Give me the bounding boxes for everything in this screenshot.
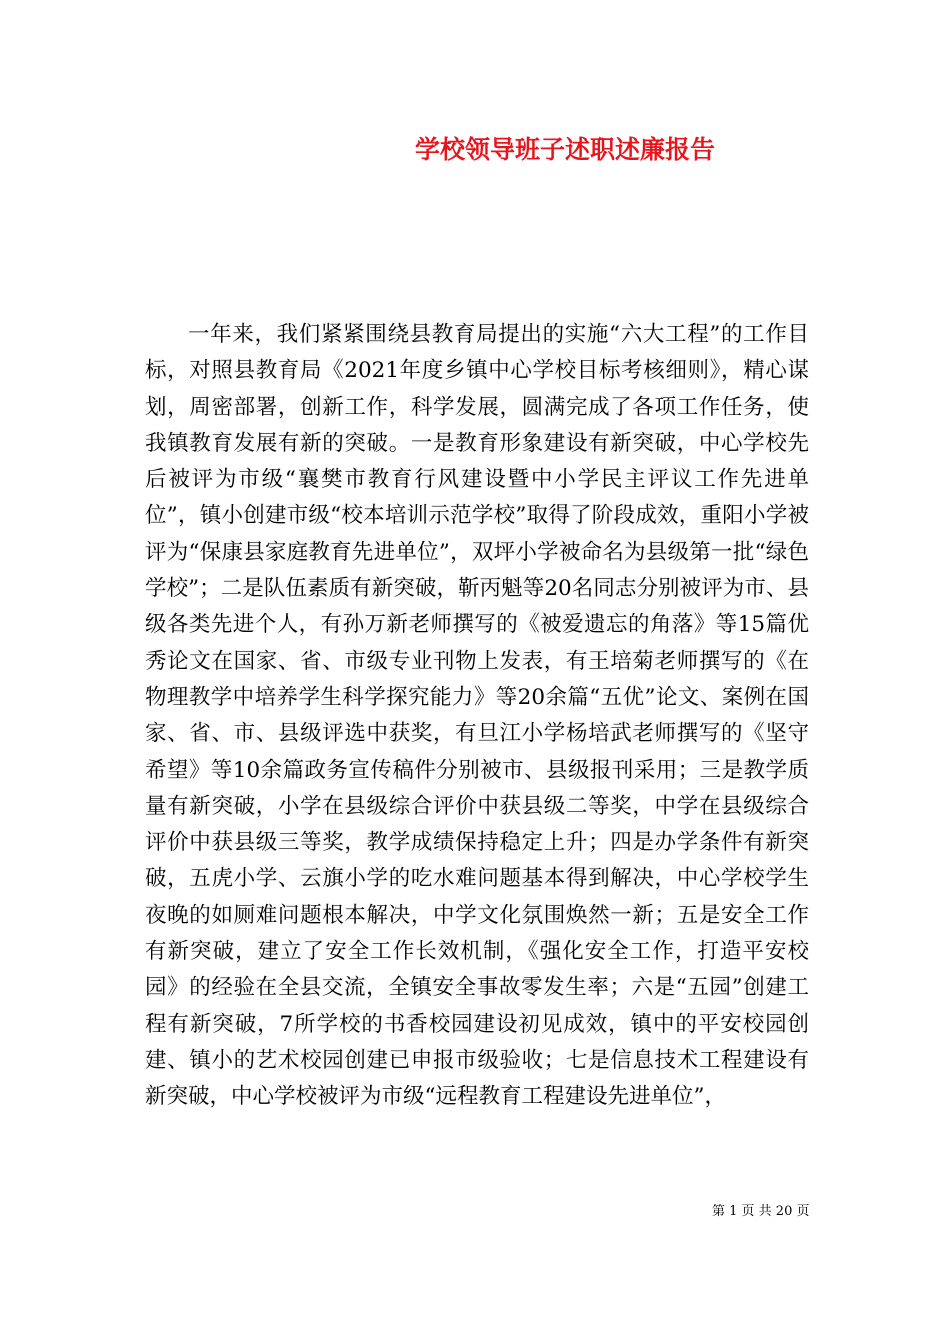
- document-title: 学校领导班子述职述廉报告: [415, 135, 716, 164]
- body-paragraph: 一年来，我们紧紧围绕县教育局提出的实施“六大工程”的工作目标，对照县教育局《2021年度乡镇中心学校目标考核细则》，精心谋划，周密部署，创新工作，科学发展，圆满完成了各项工作任务，使我镇教育发展有新的突破。一是教育形象建设有新突破，中心学校先后被评为市级“襄樊市教育行风建设暨中小学民主评议工作先进单位”，镇小创建市级“校本培训示范学校”取得了阶段成效，重阳小学被评为“保康县家庭教育先进单位”，双坪小学被命名为县级第一批“绿色学校”；二是队伍素质有新突破，靳丙魁等20名同志分别被评为市、县级各类先进个人，有孙万新老师撰写的《被爱遗忘的角落》等15篇优秀论文在国家、省、市级专业刊物上发表，有王培菊老师撰写的《在物理教学中培养学生科学探究能力》等20余篇“五优”论文、案例在国家、省、市、县级评选中获奖，有旦江小学杨培武老师撰写的《坚守希望》等10余篇政务宣传稿件分别被市、县级报刊采用；三是教学质量有新突破，小学在县级综合评价中获县级二等奖，中学在县级综合评价中获县级三等奖，教学成绩保持稳定上升；四是办学条件有新突破，五虎小学、云旗小学的吃水难问题基本得到解决，中心学校学生夜晚的如厕难问题根本解决，中学文化氛围焕然一新；五是安全工作有新突破，建立了安全工作长效机制，《强化安全工作，打造平安校园》的经验在全县交流，全镇安全事故零发生率；六是“五园”创建工程有新突破，7所学校的书香校园建设初见成效，镇中的平安校园创建、镇小的艺术校园创建已申报市级验收；七是信息技术工程建设有新突破，中心学校被评为市级“远程教育工程建设先进单位”，: [145, 322, 809, 1110]
- page-number-footer: 第 1 页 共 20 页: [712, 1204, 810, 1219]
